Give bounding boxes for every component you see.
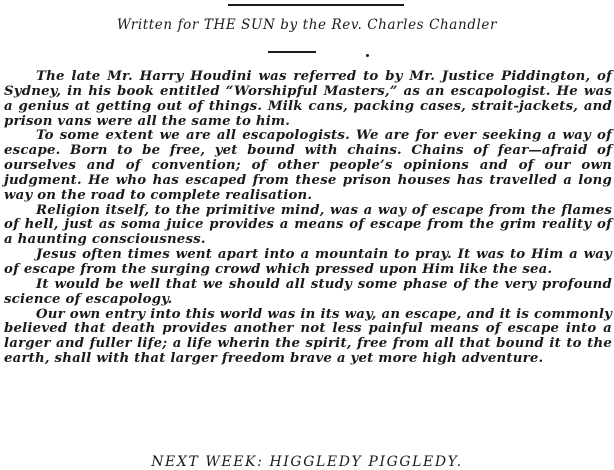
paragraph-jesus: Jesus often times went apart into a mountain to pray. It was to Him a way of escape from the surging crowd which pressed upon Him like the sea. (4, 247, 612, 277)
divider-rule (268, 51, 316, 53)
paragraph-study: It would be well that we should all study some phase of the very profound science of escapology. (4, 276, 612, 307)
paragraph-houdini: The late Mr. Harry Houdini was referred to by Mr. Justice Piddington, of Sydney, in his book entitled “Worshipful Masters,” as an escapologist. He was a genius at getting out of things. Milk cans, packing cases, strait-jackets, and prison vans were all the same to him. (4, 69, 612, 129)
paragraph-entry: Our own entry into this world was in its way, an escape, and it is commonly believed that death provides another not less painful means of escape into a larger and fuller life; a life wherin the spirit, free from all that bound it to the earth, shall with that larger freedom brave a yet more high adventure. (4, 306, 612, 367)
paragraph-religion: Religion itself, to the primitive mind, was a way of escape from the flames of hell, just as soma juice provides a means of escape from the grim reality of a haunting consciousness. (4, 202, 612, 248)
byline: Written for THE SUN by the Rev. Charles Chandler (116, 17, 498, 33)
paragraph-escapologists: To some extent we are all escapologists. We are for ever seeking a way of escape. Born to be free, yet bound with chains. Chains of fear—afraid of ourselves and of convention; of other people’s opinions and of our own judgment. He who has escaped from these prison houses has travelled a long way on the road to complete realisation. (4, 128, 612, 203)
article-body (4, 70, 612, 367)
print-speck (366, 54, 369, 57)
top-rule (228, 4, 404, 6)
next-week-notice: NEXT WEEK: HIGGLEDY PIGGLEDY. (151, 454, 463, 470)
